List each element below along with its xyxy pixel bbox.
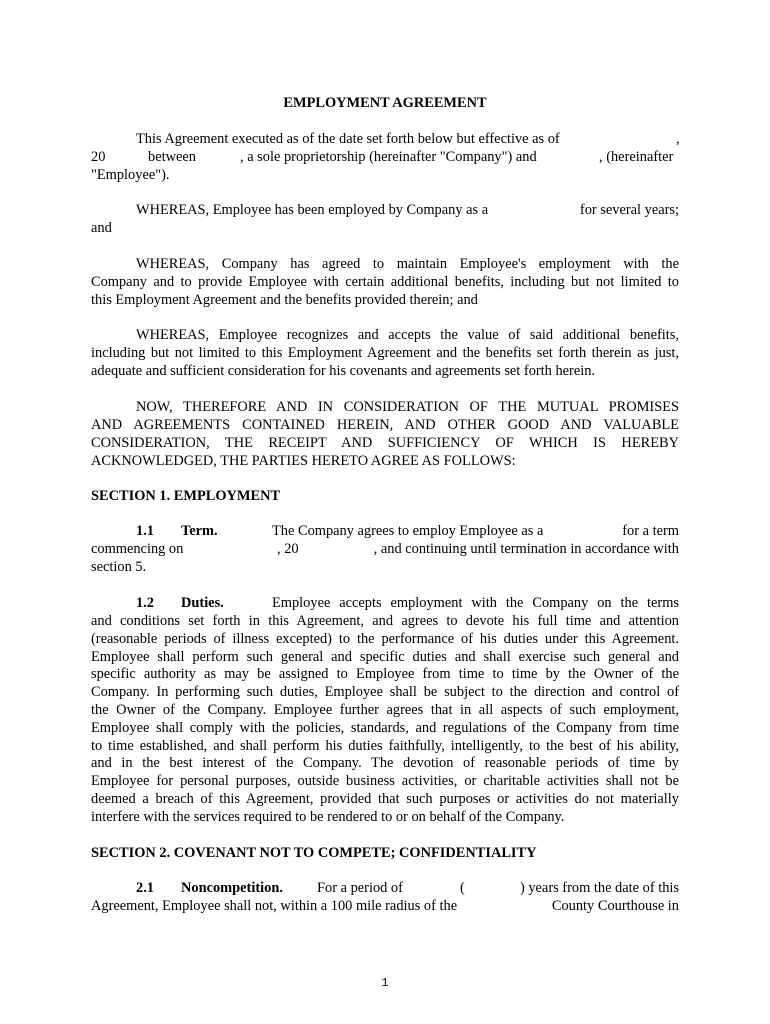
- noncompete-line-1: [91, 879, 679, 897]
- whereas-3-line-3: adequate and sufficient consideration for his covenants and agreements set forth herein.: [91, 363, 596, 379]
- whereas-1-years: for several years;: [579, 202, 679, 218]
- duties-line: and conditions set forth in this Agreement, and agrees to devote his full time and attention: [91, 613, 679, 629]
- whereas-3-line-1: WHEREAS, Employee recognizes and accepts the value of said additional benefits,: [136, 327, 679, 343]
- noncompete-period: For a period of: [317, 880, 403, 896]
- intro-hereinafter: , (hereinafter: [599, 149, 674, 165]
- whereas-1-line-1: [91, 201, 679, 219]
- duties-line: to time established, and shall perform his duties faithfully, intelligently, to the best of his ability,: [91, 737, 679, 754]
- duties-line: specific authority as may be assigned to Employee from time to time by the Owner of the: [91, 666, 679, 683]
- term-label: Term.: [181, 523, 218, 539]
- intro-between: between: [148, 149, 196, 165]
- term-commencing: commencing on: [91, 541, 184, 557]
- intro-company: , a sole proprietorship (hereinafter "Company") and: [240, 149, 537, 165]
- section-1-heading: SECTION 1. EMPLOYMENT: [91, 488, 281, 504]
- now-line-3: CONSIDERATION, THE RECEIPT AND SUFFICIENCY OF WHICH IS HEREBY: [91, 435, 679, 451]
- noncompete-courthouse: County Courthouse in: [551, 898, 679, 914]
- term-continuing: , and continuing until termination in accordance with: [373, 541, 679, 557]
- noncompete-paren: (: [460, 880, 465, 896]
- intro-line-1: [91, 130, 679, 148]
- intro-line-3: "Employee").: [91, 167, 170, 183]
- term-number: 1.1: [136, 523, 154, 539]
- now-line-2: AND AGREEMENTS CONTAINED HEREIN, AND OTHER GOOD AND VALUABLE: [91, 417, 679, 433]
- duties-line: Company. In performing such duties, Employee shall be subject to the direction and control of: [91, 684, 679, 701]
- duties-line: Employee shall comply with the policies, standards, and regulations of the Company from time: [91, 719, 679, 736]
- duties-line: Employee shall perform such general and specific duties and shall exercise such general and: [91, 648, 679, 665]
- page-number: 1: [381, 976, 389, 990]
- term-line-3: section 5.: [91, 559, 147, 575]
- duties-line: (reasonable periods of illness excepted) to the performance of his duties under this Agreement.: [91, 630, 679, 647]
- intro-year: 20: [91, 149, 106, 165]
- whereas-1-text: WHEREAS, Employee has been employed by Company as a: [136, 202, 489, 218]
- term-for-a-term: for a term: [622, 523, 679, 539]
- duties-line: deemed a breach of this Agreement, provided that such purposes or activities do not materially: [91, 791, 679, 807]
- intro-text: This Agreement executed as of the date set forth below but effective as of: [136, 131, 560, 147]
- noncompete-radius: Agreement, Employee shall not, within a 100 mile radius of the: [91, 898, 458, 914]
- duties-label: Duties.: [181, 595, 224, 611]
- duties-line: the Owner of the Company. Employee further agrees that in all aspects of such employment,: [91, 702, 679, 718]
- noncompete-label: Noncompetition.: [181, 880, 283, 896]
- term-text: The Company agrees to employ Employee as a: [272, 523, 544, 539]
- section-2-heading: SECTION 2. COVENANT NOT TO COMPETE; CONFIDENTIALITY: [91, 845, 537, 861]
- whereas-2-line-1: WHEREAS, Company has agreed to maintain Employee's employment with the: [136, 256, 679, 272]
- duties-line: and in the best interest of the Company. The devotion of reasonable periods of time by: [91, 755, 679, 772]
- now-line-1: NOW, THEREFORE AND IN CONSIDERATION OF THE MUTUAL PROMISES: [136, 399, 679, 415]
- now-line-4: ACKNOWLEDGED, THE PARTIES HERETO AGREE AS FOLLOWS:: [91, 453, 516, 469]
- whereas-2-line-2: Company and to provide Employee with certain additional benefits, including but not limited to: [91, 274, 679, 290]
- noncompete-years: ) years from the date of this: [519, 880, 679, 896]
- noncompete-number: 2.1: [136, 880, 154, 896]
- duties-number: 1.2: [136, 595, 154, 611]
- document-title: EMPLOYMENT AGREEMENT: [283, 95, 487, 111]
- duties-line-1: [91, 594, 679, 612]
- intro-comma: ,: [676, 131, 680, 147]
- whereas-2-line-3: this Employment Agreement and the benefits provided therein; and: [91, 292, 478, 308]
- duties-line: Employee for personal purposes, outside business activities, or charitable activities shall not be: [91, 773, 679, 790]
- term-line-1: [91, 522, 679, 540]
- whereas-1-line-2: and: [91, 220, 112, 236]
- duties-last-line: interfere with the services required to be rendered to or on behalf of the Company.: [91, 809, 565, 825]
- term-year: , 20: [277, 541, 299, 557]
- whereas-3-line-2: including but not limited to this Employment Agreement and the benefits set forth therein as just,: [91, 345, 679, 361]
- duties-text: Employee accepts employment with the Company on the terms: [272, 595, 679, 611]
